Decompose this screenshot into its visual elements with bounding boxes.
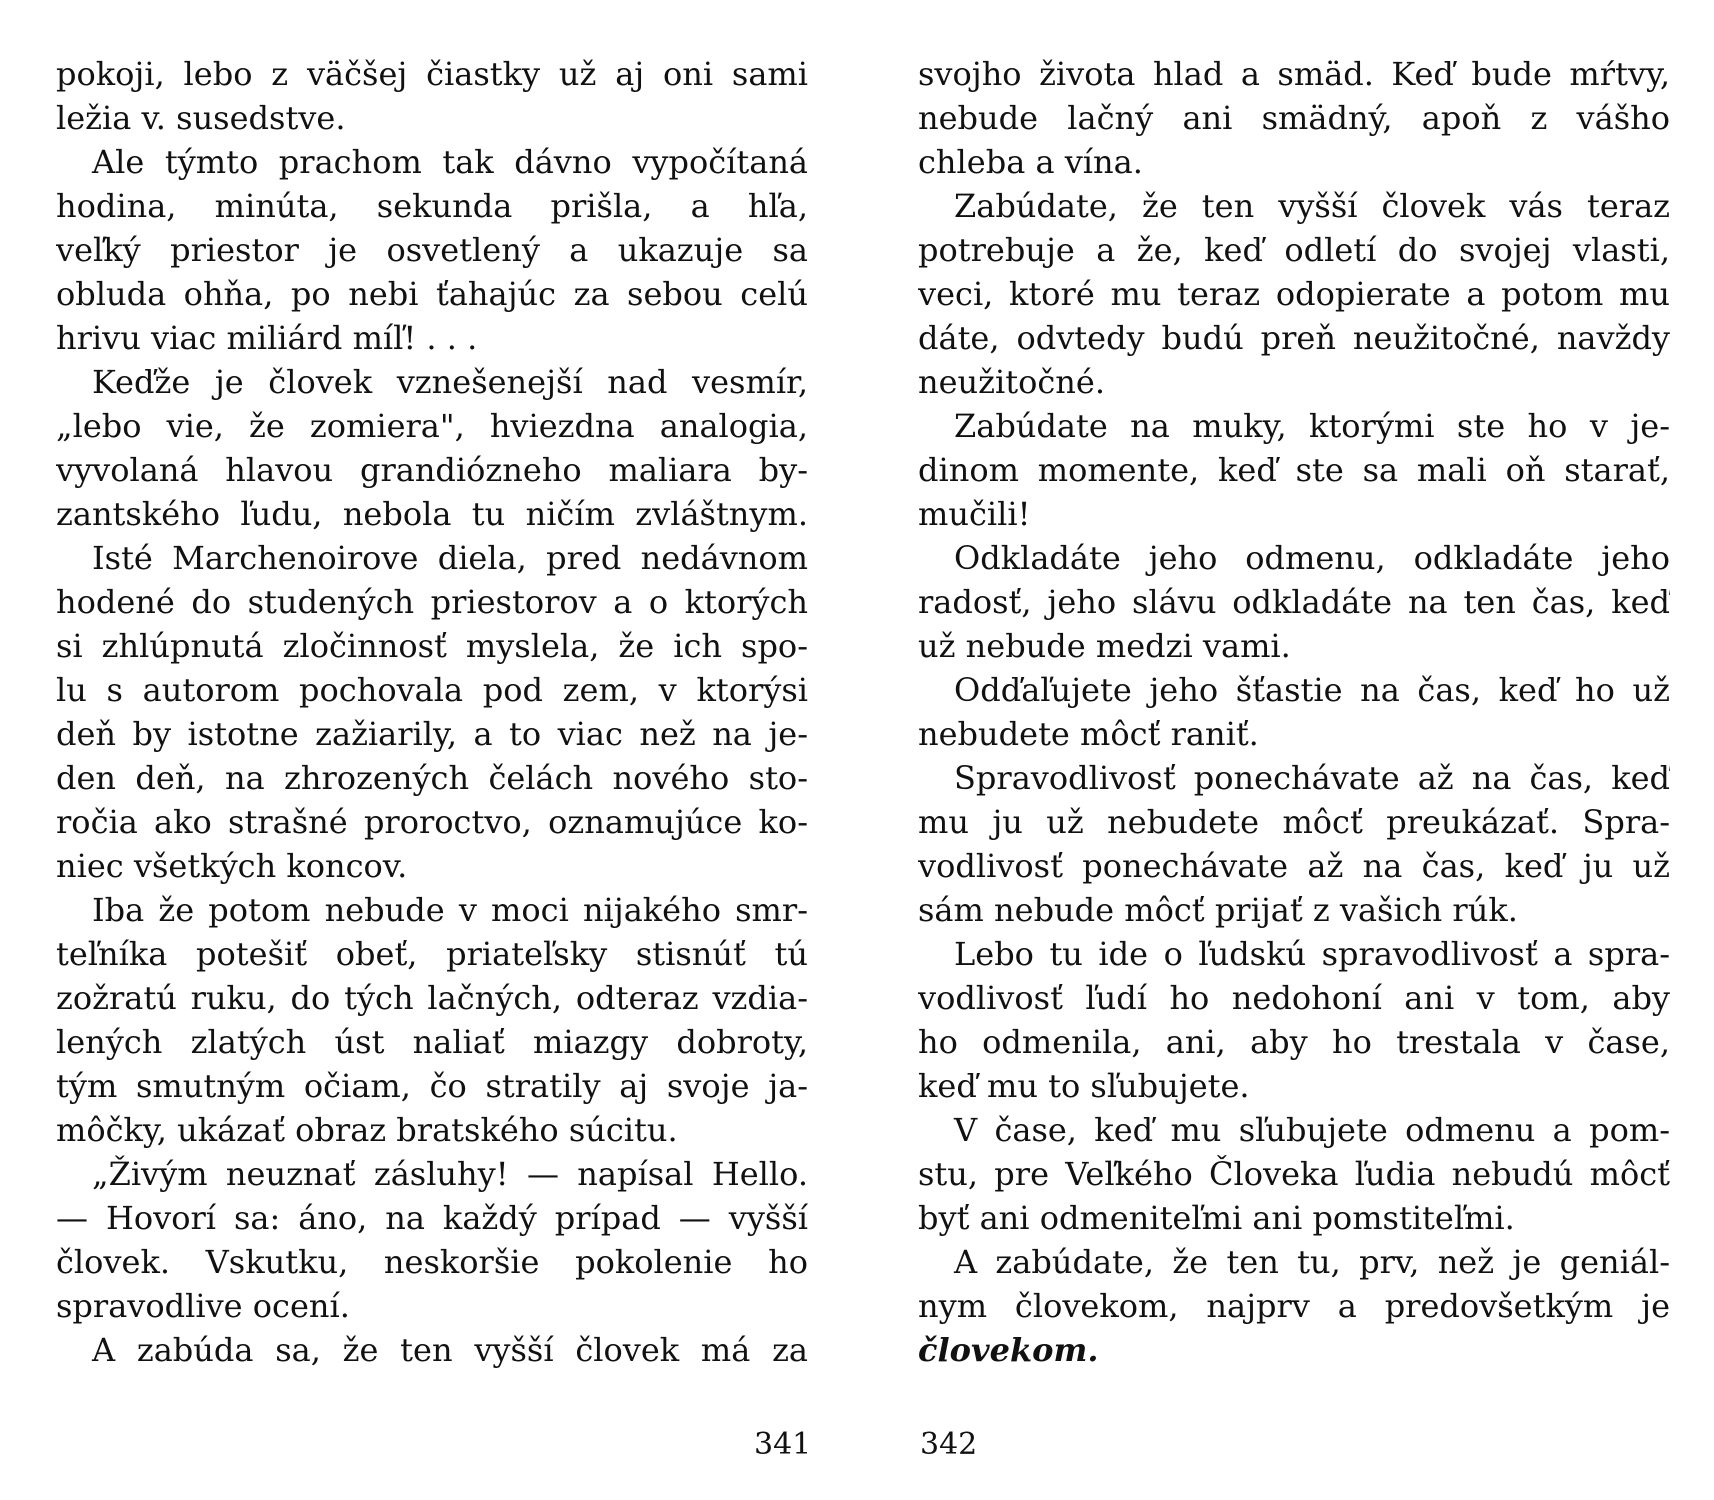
text-line: dáte, odvtedy budú preň neužitočné, navždy: [918, 319, 1670, 357]
text-line: radosť, jeho slávu odkladáte na ten čas, keď: [918, 583, 1670, 621]
text-line: byť ani odmeniteľmi ani pomstiteľmi.: [918, 1199, 1515, 1237]
text-line: zožratú ruku, do tých lačných, odteraz vzdia-: [56, 979, 808, 1017]
text-line: Odďaľujete jeho šťastie na čas, keď ho už: [954, 671, 1670, 709]
text-line: A zabúdate, že ten tu, prv, než je geniál-: [954, 1243, 1670, 1281]
page-number-left: 341: [754, 1427, 812, 1462]
text-line: Iba že potom nebude v moci nijakého smr-: [92, 891, 808, 929]
left-page: [56, 52, 808, 1372]
text-line: sám nebude môcť prijať z vašich rúk.: [918, 891, 1518, 929]
text-line: V čase, keď mu sľubujete odmenu a pom-: [954, 1111, 1670, 1149]
text-line: dinom momente, keď ste sa mali oň starať,: [918, 451, 1670, 489]
text-line: svojho života hlad a smäd. Keď bude mŕtvy,: [918, 55, 1670, 93]
text-line: tým smutným očiam, čo stratily aj svoje ja-: [56, 1067, 808, 1105]
text-line: už nebude medzi vami.: [918, 627, 1291, 665]
text-line: „Živým neuznať zásluhy! — napísal Hello.: [92, 1155, 808, 1193]
text-line: ležia v. susedstve.: [56, 99, 346, 137]
text-line: ho odmenila, ani, aby ho trestala v čase,: [918, 1023, 1670, 1061]
text-line: „lebo vie, že zomiera", hviezdna analogia,: [56, 407, 808, 445]
text-line: človekom.: [918, 1331, 1099, 1369]
text-line: nym človekom, najprv a predovšetkým je: [918, 1287, 1670, 1325]
text-line: Lebo tu ide o ľudskú spravodlivosť a spra-: [954, 935, 1670, 973]
text-line: nebude lačný ani smädný, apoň z vášho: [918, 99, 1670, 137]
text-line: zantského ľudu, nebola tu ničím zvláštnym.: [56, 495, 808, 533]
text-line: hodina, minúta, sekunda prišla, a hľa,: [56, 187, 808, 225]
text-line: Zabúdate na muky, ktorými ste ho v je-: [954, 407, 1670, 445]
text-line: Ale týmto prachom tak dávno vypočítaná: [92, 143, 808, 181]
text-line: teľníka potešiť obeť, priateľsky stisnúť tú: [56, 935, 808, 973]
text-line: si zhlúpnutá zločinnosť myslela, že ich spo-: [56, 627, 808, 665]
text-line: chleba a vína.: [918, 143, 1143, 181]
text-line: A zabúda sa, že ten vyšší človek má za: [92, 1331, 808, 1369]
text-line: Zabúdate, že ten vyšší človek vás teraz: [954, 187, 1670, 225]
text-line: Odkladáte jeho odmenu, odkladáte jeho: [954, 539, 1670, 577]
text-line: obluda ohňa, po nebi ťahajúc za sebou celú: [56, 275, 808, 313]
text-line: Spravodlivosť ponechávate až na čas, keď: [954, 759, 1670, 797]
text-line: lených zlatých úst naliať miazgy dobroty,: [56, 1023, 808, 1061]
text-line: hrivu viac miliárd míľ! . . .: [56, 319, 478, 357]
text-line: človek. Vskutku, neskoršie pokolenie ho: [56, 1243, 808, 1281]
text-line: lu s autorom pochovala pod zem, v ktorýsi: [56, 671, 808, 709]
text-line: deň by istotne zažiarily, a to viac než na je-: [56, 715, 808, 753]
text-line: spravodlive ocení.: [56, 1287, 350, 1325]
text-line: potrebuje a že, keď odletí do svojej vlasti,: [918, 231, 1670, 269]
text-line: vodlivosť ľudí ho nedohoní ani v tom, aby: [918, 979, 1670, 1017]
text-line: niec všetkých koncov.: [56, 847, 408, 885]
text-line: veľký priestor je osvetlený a ukazuje sa: [56, 231, 808, 269]
text-line: mu ju už nebudete môcť preukázať. Spra-: [918, 803, 1670, 841]
text-line: den deň, na zhrozených čelách nového sto-: [56, 759, 808, 797]
text-line: vodlivosť ponechávate až na čas, keď ju už: [918, 847, 1670, 885]
text-line: keď mu to sľubujete.: [918, 1067, 1250, 1105]
text-line: vyvolaná hlavou grandiózneho maliara by-: [56, 451, 808, 489]
page-number-right: 342: [920, 1427, 978, 1462]
text-line: môčky, ukázať obraz bratského súcitu.: [56, 1111, 678, 1149]
text-line: stu, pre Veľkého Človeka ľudia nebudú môcť: [918, 1155, 1670, 1193]
text-line: — Hovorí sa: áno, na každý prípad — vyšší: [56, 1199, 808, 1237]
text-line: mučili!: [918, 495, 1031, 533]
text-line: veci, ktoré mu teraz odopierate a potom mu: [918, 275, 1670, 313]
text-line: Isté Marchenoirove diela, pred nedávnom: [92, 539, 808, 577]
text-line: neužitočné.: [918, 363, 1106, 401]
text-line: pokoji, lebo z väčšej čiastky už aj oni sami: [56, 55, 808, 93]
right-page: [918, 52, 1670, 1372]
text-line: ročia ako strašné proroctvo, oznamujúce ko-: [56, 803, 808, 841]
text-line: Keďže je človek vznešenejší nad vesmír,: [92, 363, 808, 401]
text-line: hodené do studených priestorov a o ktorých: [56, 583, 808, 621]
text-line: nebudete môcť raniť.: [918, 715, 1259, 753]
